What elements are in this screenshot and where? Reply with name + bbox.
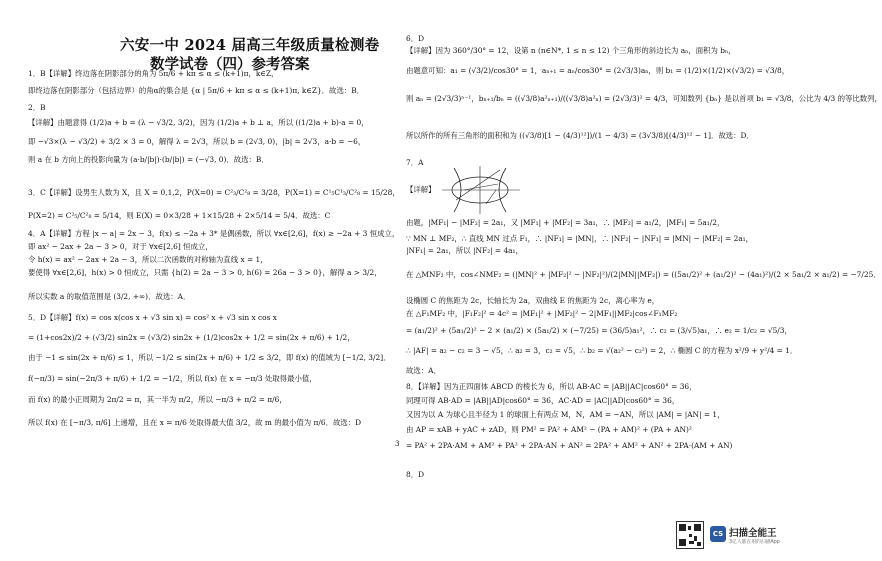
watermark-tagline: 3亿人都在用的扫描App xyxy=(729,540,780,545)
answer-line: 即 ax² − 2ax + 2a − 3 > 0，对于 ∀x∈[2,6] 恒成立， xyxy=(28,242,213,251)
left-column xyxy=(28,0,398,561)
answer-line: 令 h(x) = ax² − 2ax + 2a − 3，所以二次函数的对称轴为直线 x = 1， xyxy=(28,255,268,264)
answer-line: 所以实数 a 的取值范围是 (3/2, +∞)．故选：A． xyxy=(28,292,191,301)
answer-line: 【详解】由题意得 (1/2)a + b = (λ − √3/2, 3/2)，因为 (1/2)a + b ⊥ a，所以 ((1/2)a + b)·a = 0， xyxy=(28,118,369,127)
conic-sections-figure xyxy=(440,164,522,216)
right-column xyxy=(406,0,882,561)
page-number: 3 xyxy=(395,440,400,448)
answer-line: 7．A xyxy=(406,158,424,167)
answer-line: 6．D xyxy=(406,34,425,43)
answer-line: 故选：A． xyxy=(406,366,441,375)
answer-line: 【详解】因为 360°/30° = 12，设第 n (n∈N*, 1 ≤ n ≤ 12) 个三角形的斜边长为 aₙ，面积为 bₙ， xyxy=(406,46,736,55)
scanner-watermark xyxy=(676,521,786,551)
answer-line: 由 AP = xAB + yAC + zAD，则 PM² = PA² + AM² − (PA + AM)² + (PA + AN)² xyxy=(406,425,692,434)
answer-line: 由题意可知：a₁ = (√3/2)/cos30° = 1，aₙ₊₁ = aₙ/cos30° = (2√3/3)aₙ，则 b₁ = (1/2)×(1/2)×(√3/2) = √3/8， xyxy=(406,66,790,75)
answer-line: 而 f(x) 的最小正周期为 2π/2 = π，其一半为 π/2，所以 −π/3 + π/2 = π/6， xyxy=(28,395,287,404)
camscanner-logo-icon: CS xyxy=(710,526,726,542)
answer-line: 则 aₙ = (2√3/3)ⁿ⁻¹，bₙ₊₁/bₙ = ((√3/8)a²ₙ₊₁)/((√3/8)a²ₙ) = (2√3/3)² = 4/3，可知数列 {bₙ} 是以首项 b₁ = √3/8，公比为 4/3 的等比数列， xyxy=(406,94,882,103)
qr-code-icon xyxy=(676,521,704,549)
answer-line: = (a₁/2)² + (5a₁/2)² − 2 × (a₁/2) × (5a₁/2) × (−7/25) = (36/5)a₁²，∴ c₂ = (3/√5)a₁，∴ e₂ = 1/c₂ = √5/3， xyxy=(406,326,792,335)
answer-line: 又因为以 A 为球心且半径为 1 的球面上有两点 M，N，AM = −AN，所以 |AM| = |AN| = 1， xyxy=(406,410,725,419)
answer-line: ∵ MN ⊥ MF₂，∴ 直线 MN 过点 F₁，∴ |NF₁| = |MN|，∴ |NF₂| − |NF₁| = |MN| − |MF₂| = 2a₁， xyxy=(406,234,754,243)
answer-line: = PA² + 2PA·AM + AM² + PA² + 2PA·AN + AN² = 2PA² + AM² + AN² + 2PA·(AM + AN) xyxy=(406,441,733,450)
answer-line: 8．【详解】因为正四面体 ABCD 的棱长为 6，所以 AB·AC = |AB||AC|cos60° = 36， xyxy=(406,382,697,391)
answer-line: 所以所作的所有三角形的面积和为 ((√3/8)[1 − (4/3)¹²])/(1 − 4/3) = (3√3/8)[(4/3)¹² − 1]．故选：D． xyxy=(406,131,754,140)
answer-line: 2．B xyxy=(28,103,46,112)
watermark-app-name: 扫描全能王 xyxy=(729,528,777,539)
answer-line: 1．B【详解】终边落在阴影部分的角为 5π/6 + kπ ≤ α ≤ (k+1)π，k∈Z， xyxy=(28,69,279,78)
answer-line: 4．A【详解】方程 |x − a| = 2x − 3，f(x) ≤ −2a + 3* 是偶函数，所以 ∀x∈[2,6]，f(x) ≥ −2a + 3 恒成立， xyxy=(28,229,400,238)
document-subtitle: 数学试卷（四）参考答案 xyxy=(150,56,310,73)
answer-line: 所以 f(x) 在 [−π/3, π/6] 上递增，且在 x = π/6 处取得最大值 3/2，故 m 的最小值为 π/6．故选：D xyxy=(28,418,362,427)
answer-line: 即 −√3×(λ − √3/2) + 3/2 × 3 = 0，解得 λ = 2√3，所以 b = (2√3, 0)，|b| = 2√3，a·b = −6， xyxy=(28,137,366,146)
answer-line: 5．D【详解】f(x) = cos x(cos x + √3 sin x) = cos² x + √3 sin x cos x xyxy=(28,313,277,322)
answer-line: 【详解】 xyxy=(406,185,436,194)
answer-line: 即终边落在阴影部分（包括边界）的角α的集合是 {α | 5π/6 + kπ ≤ α ≤ (k+1)π, k∈Z}．故选：B． xyxy=(28,86,365,95)
answer-line: 在 △F₁MF₂ 中，|F₁F₂|² = 4c² = |MF₁|² + |MF₂|² − 2|MF₁||MF₂|cos∠F₁MF₂ xyxy=(406,309,678,318)
answer-line: 同理可得 AB·AD = |AB||AD|cos60° = 36，AC·AD = |AC||AD|cos60° = 36， xyxy=(406,396,680,405)
answer-line: 在 △MNF₂ 中，cos∠NMF₂ = (|MN|² + |MF₂|² − |NF₂|²)/(2|MN||MF₂|) = ((5a₁/2)² + (a₁/2)² − (4a₁)²)/(2 × 5a₁/2 × a₁/2) = −7/25． xyxy=(406,270,881,279)
answer-line: 由题，|MF₁| − |MF₂| = 2a₁，又 |MF₁| + |MF₂| = 3a₁，∴ |MF₂| = a₁/2，|MF₁| = 5a₁/2， xyxy=(406,218,725,227)
answer-line: 8．D xyxy=(406,470,425,479)
answer-line: f(−π/3) = sin(−2π/3 + π/6) + 1/2 = −1/2，所以 f(x) 在 x = −π/3 处取得最小值， xyxy=(28,374,317,383)
answer-line: 则 a 在 b 方向上的投影向量为 (a·b/|b|)·(b/|b|) = (−√3, 0)．故选：B． xyxy=(28,155,269,164)
answer-line: 要使得 ∀x∈[2,6]，h(x) > 0 恒成立，只需 {h(2) = 2a − 3 > 0, h(6) = 26a − 3 > 0}，解得 a > 3/2， xyxy=(28,268,382,277)
answer-line: |NF₁| = 2a₁，所以 |NF₂| = 4a₁， xyxy=(406,246,523,255)
answer-line: 由于 −1 ≤ sin(2x + π/6) ≤ 1，所以 −1/2 ≤ sin(2x + π/6) + 1/2 ≤ 3/2，即 f(x) 的值域为 [−1/2, 3/2]． xyxy=(28,353,391,362)
answer-line: P(X=2) = C²₅/C²₈ = 5/14，则 E(X) = 0×3/28 + 1×15/28 + 2×5/14 = 5/4．故选：C xyxy=(28,211,331,220)
answer-line: ∴ |AF| = a₂ − c₂ = 3 − √5，∴ a₂ = 3，c₂ = √5，∴ b₂ = √(a₂² − c₂²) = 2，∴ 椭圆 C 的方程为 x²/9 + y²/4 = 1． xyxy=(406,346,798,355)
document-title: 六安一中 2024 届高三年级质量检测卷 xyxy=(120,37,380,54)
answer-line: 设椭圆 C 的焦距为 2c，长轴长为 2a，双曲线 E 的焦距为 2c，离心率为 e， xyxy=(406,296,660,305)
answer-line: 3．C【详解】设男生人数为 X，且 X = 0,1,2，P(X=0) = C²₃/C²₈ = 3/28，P(X=1) = C¹₅C¹₃/C²₈ = 15/28， xyxy=(28,188,400,197)
answer-line: = (1+cos2x)/2 + (√3/2) sin2x = (√3/2) sin2x + (1/2)cos2x + 1/2 = sin(2x + π/6) + 1/2， xyxy=(28,333,355,342)
